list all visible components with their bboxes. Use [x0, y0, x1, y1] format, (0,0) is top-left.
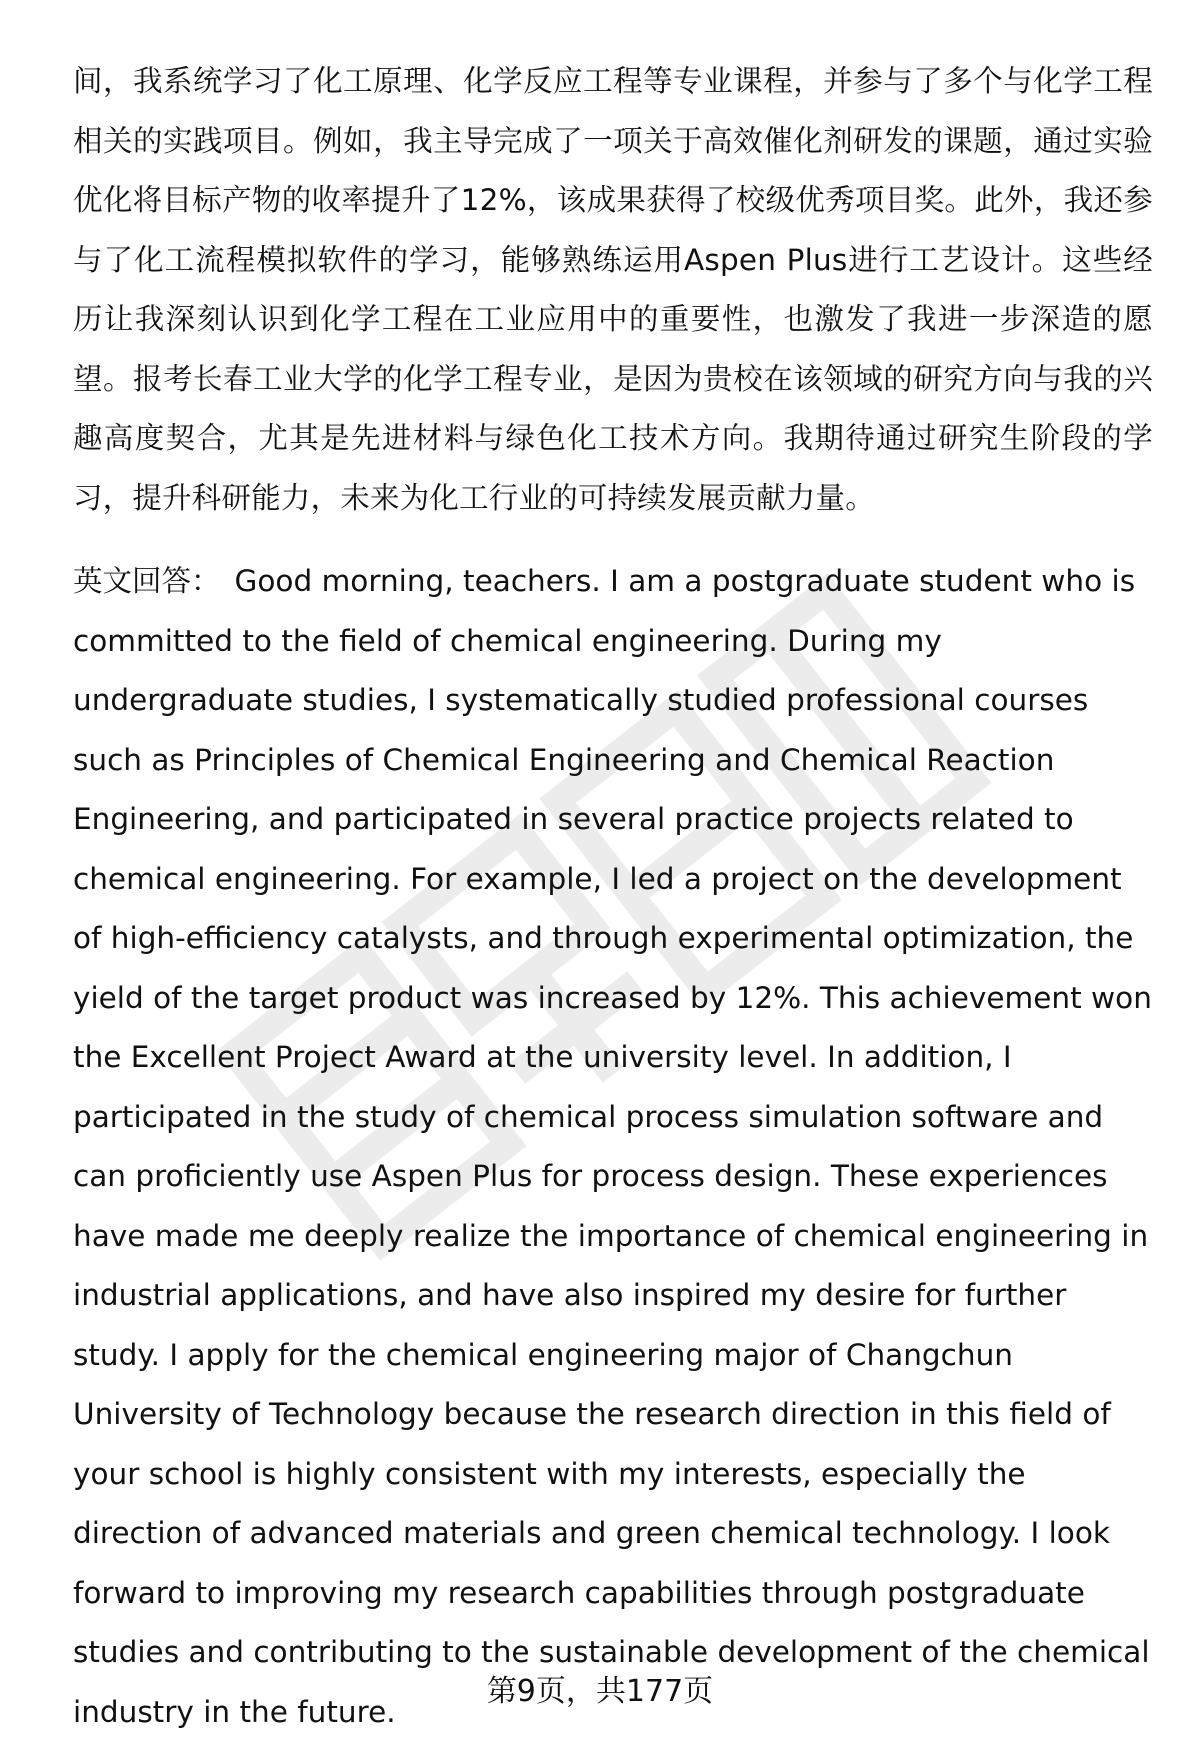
- english-answer-paragraph: [73, 552, 1153, 1742]
- english-answer-text: Good morning, teachers. I am a postgraduate student who is committed to the field of chemical engineering. During my undergraduate studies, I systematically studied professional courses such as Principles of Chemical Engineering and Chemical Reaction Engineering, and participated in several practice projects related to chemical engineering. For example, I led a project on the development of high-efficiency catalysts, and through experimental optimization, the yield of the target product was increased by 12%. This achievement won the Excellent Project Award at the university level. In addition, I participated in the study of chemical process simulation software and can proficiently use Aspen Plus for process design. These experiences have made me deeply realize the importance of chemical engineering in industrial applications, and have also inspired my desire for further study. I apply for the chemical engineering major of Changchun University of Technology because the research direction in this field of your school is highly consistent with my interests, especially the direction of advanced materials and green chemical technology. I look forward to improving my research capabilities through postgraduate studies and contributing to the sustainable development of the chemical industry in the future.: [73, 564, 1152, 1729]
- document-body: [73, 52, 1153, 1742]
- page-number: 第9页，共177页: [486, 1674, 714, 1709]
- english-answer-label: 英文回答：: [73, 564, 221, 598]
- chinese-answer-paragraph: 间，我系统学习了化工原理、化学反应工程等专业课程，并参与了多个与化学工程相关的实践项目。例如，我主导完成了一项关于高效催化剂研发的课题，通过实验优化将目标产物的收率提升了12%，该成果获得了校级优秀项目奖。此外，我还参与了化工流程模拟软件的学习，能够熟练运用Aspen Plus进行工艺设计。这些经历让我深刻认识到化学工程在工业应用中的重要性，也激发了我进一步深造的愿望。报考长春工业大学的化学工程专业，是因为贵校在该领域的研究方向与我的兴趣高度契合，尤其是先进材料与绿色化工技术方向。我期待通过研究生阶段的学习，提升科研能力，未来为化工行业的可持续发展贡献力量。: [73, 64, 1153, 515]
